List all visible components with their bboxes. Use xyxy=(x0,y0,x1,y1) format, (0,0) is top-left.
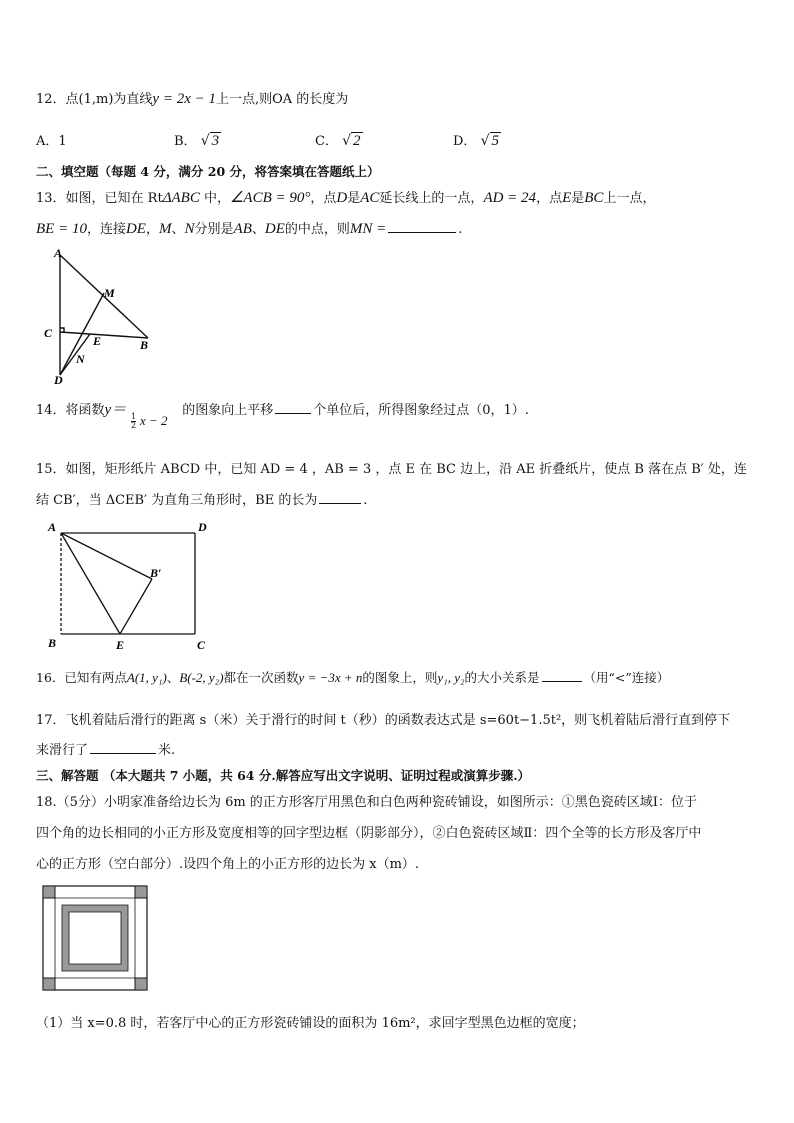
corner-square-tl xyxy=(43,886,55,898)
label-A: A xyxy=(48,520,57,534)
answer-blank[interactable] xyxy=(388,231,456,233)
math: DE xyxy=(125,221,146,237)
math: AD = 24 xyxy=(483,190,537,206)
text: 延长线上的一点， xyxy=(379,191,484,206)
math: ∠ACB = 90° xyxy=(229,190,311,206)
label-N: N xyxy=(76,352,85,366)
q18-tiling-figure xyxy=(42,885,148,991)
q13-line1 xyxy=(36,187,655,207)
q13-line2 xyxy=(36,218,462,238)
q18-line3: 心的正方形（空白部分）.设四个角上的小正方形的边长为 x（m）. xyxy=(36,857,420,872)
text: 都在一次函数 xyxy=(223,670,299,685)
q12-option-c xyxy=(315,130,363,150)
text: （用“<”连接） xyxy=(583,670,670,685)
section3-heading: 三、解答题 （本大题共 7 小题，共 64 分.解答应写出文字说明、证明过程或演算步骤.） xyxy=(36,768,531,783)
math: N xyxy=(184,221,195,237)
sqrt-expression: √ 3 xyxy=(200,133,220,149)
option-value: 1 xyxy=(58,134,67,149)
text: 是 xyxy=(571,191,585,206)
text: 、 xyxy=(171,222,185,237)
math: BC xyxy=(584,190,604,206)
text: 米. xyxy=(158,743,176,758)
q17-line2 xyxy=(36,739,175,758)
label-E: E xyxy=(116,638,125,652)
q14-function-expression xyxy=(131,413,167,430)
q12-option-b xyxy=(174,130,221,150)
q14-line xyxy=(36,398,529,419)
q12-option-a xyxy=(36,130,67,149)
text: ， xyxy=(145,222,159,237)
text: 的大小关系是 xyxy=(464,670,540,685)
segment-CB xyxy=(60,332,148,338)
text: 的中点，则 xyxy=(284,222,350,237)
fraction-numerator: 1 xyxy=(131,412,137,421)
label-D: D xyxy=(198,520,207,534)
label-C: C xyxy=(197,638,206,652)
answer-blank[interactable] xyxy=(542,680,582,682)
q12-option-d xyxy=(453,130,501,150)
math: MN = xyxy=(349,221,387,237)
option-value: 2 xyxy=(353,133,361,149)
q12-suffix: 上一点,则OA 的长度为 xyxy=(215,92,349,107)
text: 个单位后，所得图象经过点（0，1）. xyxy=(313,403,529,418)
corner-square-bl xyxy=(43,978,55,990)
text: 、 xyxy=(166,670,180,685)
answer-blank[interactable] xyxy=(90,752,156,754)
option-value: 5 xyxy=(491,133,499,149)
text: 分别是 xyxy=(194,222,234,237)
fraction-denominator: 2 xyxy=(131,421,137,430)
label-E: E xyxy=(93,334,102,348)
text: 是 xyxy=(347,191,361,206)
q12-stem xyxy=(36,88,348,108)
q18-subquestion-1: （1）当 x=0.8 时，若客厅中心的正方形瓷砖铺设的面积为 16m²，求回字型黑色边框的宽度； xyxy=(36,1016,585,1031)
q15-line2 xyxy=(36,489,368,508)
q12-equation: y = 2x − 1 xyxy=(152,91,216,107)
text: . xyxy=(458,222,463,237)
text: 的图象上，则 xyxy=(362,670,438,685)
text: 13．如图，已知在 Rt xyxy=(36,191,163,206)
q17-line1: 17．飞机着陆后滑行的距离 s（米）关于滑行的时间 t（秒）的函数表达式是 s=60t−1.5t²，则飞机着陆后滑行直到停下 xyxy=(36,713,731,728)
segment-EB-prime xyxy=(120,579,152,634)
math: ΔABC xyxy=(162,190,200,206)
section2-heading: 二、填空题（每题 4 分，满分 20 分，将答案填在答题纸上） xyxy=(36,164,380,179)
text: ，连接 xyxy=(86,222,126,237)
label-A: A xyxy=(54,246,63,260)
q13-triangle-figure xyxy=(36,245,166,390)
text: 的图象向上平移 xyxy=(182,403,274,418)
sqrt-expression: √ 2 xyxy=(342,133,361,149)
room-outline xyxy=(43,886,147,990)
fraction xyxy=(131,413,136,430)
math: y＝ xyxy=(104,402,127,418)
answer-blank[interactable] xyxy=(275,412,311,414)
option-letter: A． xyxy=(36,134,59,149)
sqrt-expression: √ 5 xyxy=(480,133,499,149)
label-D: D xyxy=(54,373,63,387)
math: D xyxy=(336,190,348,206)
text: 、 xyxy=(251,222,265,237)
label-C: C xyxy=(44,326,53,340)
option-letter: B． xyxy=(174,134,197,149)
q16-line xyxy=(36,668,669,686)
text: 上一点， xyxy=(603,191,656,206)
text: 14．将函数 xyxy=(36,403,105,418)
q18-line2: 四个角的边长相同的小正方形及宽度相等的回字型边框（阴影部分），②白色瓷砖区域Ⅱ：四个全等的长方形及客厅中 xyxy=(36,826,702,841)
math: E xyxy=(562,190,572,206)
math: DE xyxy=(264,221,285,237)
math: A(1, y₁) xyxy=(126,670,167,685)
math: x − 2 xyxy=(139,413,168,428)
math: BE = 10 xyxy=(36,221,87,237)
label-B: B xyxy=(140,338,149,352)
math: B(-2, y₂) xyxy=(179,670,224,685)
text: . xyxy=(363,493,368,508)
corner-square-tr xyxy=(135,886,147,898)
math: M xyxy=(158,221,172,237)
text: ，点 xyxy=(310,191,337,206)
text: 中， xyxy=(199,191,230,206)
corner-square-br xyxy=(135,978,147,990)
text: 结 CB′，当 ΔCEB′ 为直角三角形时，BE 的长为 xyxy=(36,493,318,508)
segment-DE xyxy=(60,334,90,375)
q18-line1: 18.（5分）小明家准备给边长为 6m 的正方形客厅用黑色和白色两种瓷砖铺设，如图所示：①黑色瓷砖区域Ⅰ：位于 xyxy=(36,795,697,810)
text: 16．已知有两点 xyxy=(36,670,127,685)
q12-prefix: 12．点(1,m)为直线 xyxy=(36,92,153,107)
math: y = −3x + n xyxy=(298,670,363,685)
label-M: M xyxy=(104,286,115,300)
q15-line1: 15．如图，矩形纸片 ABCD 中，已知 AD = 4 ，AB = 3 ，点 E 在 BC 边上，沿 AE 折叠纸片，使点 B 落在点 B′ 处，连 xyxy=(36,462,747,477)
option-letter: C． xyxy=(315,134,338,149)
label-B-prime: B′ xyxy=(150,566,162,580)
math: AC xyxy=(360,190,380,206)
text: 来滑行了 xyxy=(36,743,89,758)
math: y₁, y₂ xyxy=(437,670,465,685)
label-B: B xyxy=(48,636,57,650)
math: AB xyxy=(233,221,252,237)
answer-blank[interactable] xyxy=(319,502,361,504)
q15-rectangle-figure xyxy=(44,517,214,657)
text: ，点 xyxy=(536,191,563,206)
option-letter: D． xyxy=(453,134,477,149)
option-value: 3 xyxy=(211,133,220,149)
